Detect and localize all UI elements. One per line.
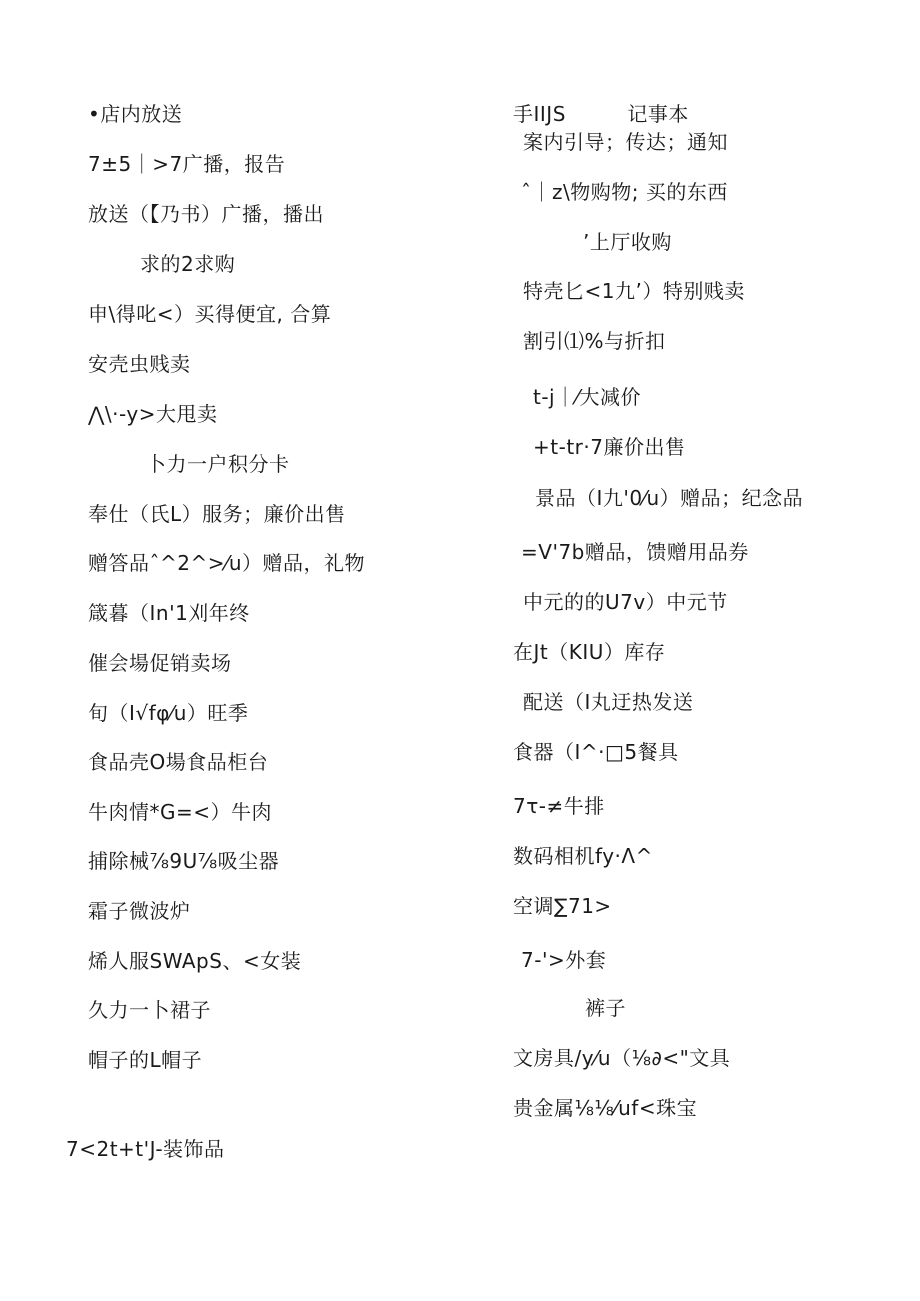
vocab-line: 景品（I九'0⁄u）赠品；纪念品	[535, 486, 804, 510]
vocab-line: ˆ｜z\物购物; 买的东西	[521, 180, 728, 204]
vocab-line: 中元的的U7v）中元节	[523, 590, 728, 614]
vocab-line: 安壳虫贱卖	[88, 352, 191, 376]
vocab-line: 捕除械⅞9U⅞吸尘器	[88, 849, 280, 873]
vocab-line: 卜力一户积分卡	[146, 452, 290, 476]
vocab-line: 7±5｜>7广播，报告	[88, 152, 286, 176]
vocab-line: 7-'>外套	[521, 948, 607, 972]
vocab-line: 7τ-≠牛排	[513, 794, 605, 818]
vocab-line: 帽子的L帽子	[88, 1048, 203, 1072]
vocab-line: 数码相机fy·Λ^	[513, 844, 653, 868]
vocab-line: 烯人服SWApS、<女装	[88, 949, 302, 973]
vocab-line: 食品壳O場食品柜台	[88, 750, 269, 774]
vocab-line: 霜子微波炉	[88, 899, 191, 923]
vocab-line: 文房具/y⁄u（⅛∂<"文具	[513, 1046, 731, 1070]
vocab-line: 空调∑71>	[513, 894, 612, 918]
vocab-line: 求的2求购	[140, 252, 236, 276]
vocab-line: 牛肉情*G=<）牛肉	[88, 800, 273, 824]
vocab-line: 放送（【乃书）广播，播出	[88, 202, 324, 226]
vocab-line: 配送（I丸迂热发送	[523, 690, 694, 714]
vocab-line: 裤子	[585, 996, 626, 1020]
vocab-line: 贵金属⅛⅛⁄uf<珠宝	[513, 1096, 698, 1120]
vocab-line: 奉仕（氏L）服务；廉价出售	[88, 502, 346, 526]
vocab-line: 7<2t+t'J-装饰品	[66, 1137, 225, 1161]
vocab-line: ⋀\·-y>大甩卖	[88, 402, 218, 426]
vocab-line: •店内放送	[88, 102, 183, 126]
vocab-line: t-j｜⁄大减价	[533, 385, 641, 409]
vocab-line: =V'7b赠品，馈赠用品券	[521, 540, 749, 564]
vocab-line: ’上厅收购	[583, 230, 672, 254]
vocab-line: 特壳匕<1九’）特别贱卖	[523, 279, 745, 303]
vocab-line: 旬（I√fφ⁄u）旺季	[88, 701, 249, 725]
vocab-line: 食器（I^·□5餐具	[513, 740, 679, 764]
vocab-line: +t-tr·7廉价出售	[533, 435, 686, 459]
vocab-line: 催会場促销卖场	[88, 651, 232, 675]
vocab-line: 手IIJS 记事本	[513, 102, 689, 126]
vocab-line: 箴暮（In'1刈年终	[88, 601, 250, 625]
vocab-line: 案内引导；传达；通知	[523, 130, 728, 154]
vocab-line: 赠答品ˆ^2^>⁄u）赠品，礼物	[88, 551, 366, 575]
vocab-line: 久力一卜裙子	[88, 998, 211, 1022]
vocab-line: 割引⑴%与折扣	[523, 329, 666, 353]
vocab-line: 在Jt（KIU）库存	[513, 640, 666, 664]
vocab-line: 申\得叱<）买得便宜, 合算	[88, 302, 332, 326]
